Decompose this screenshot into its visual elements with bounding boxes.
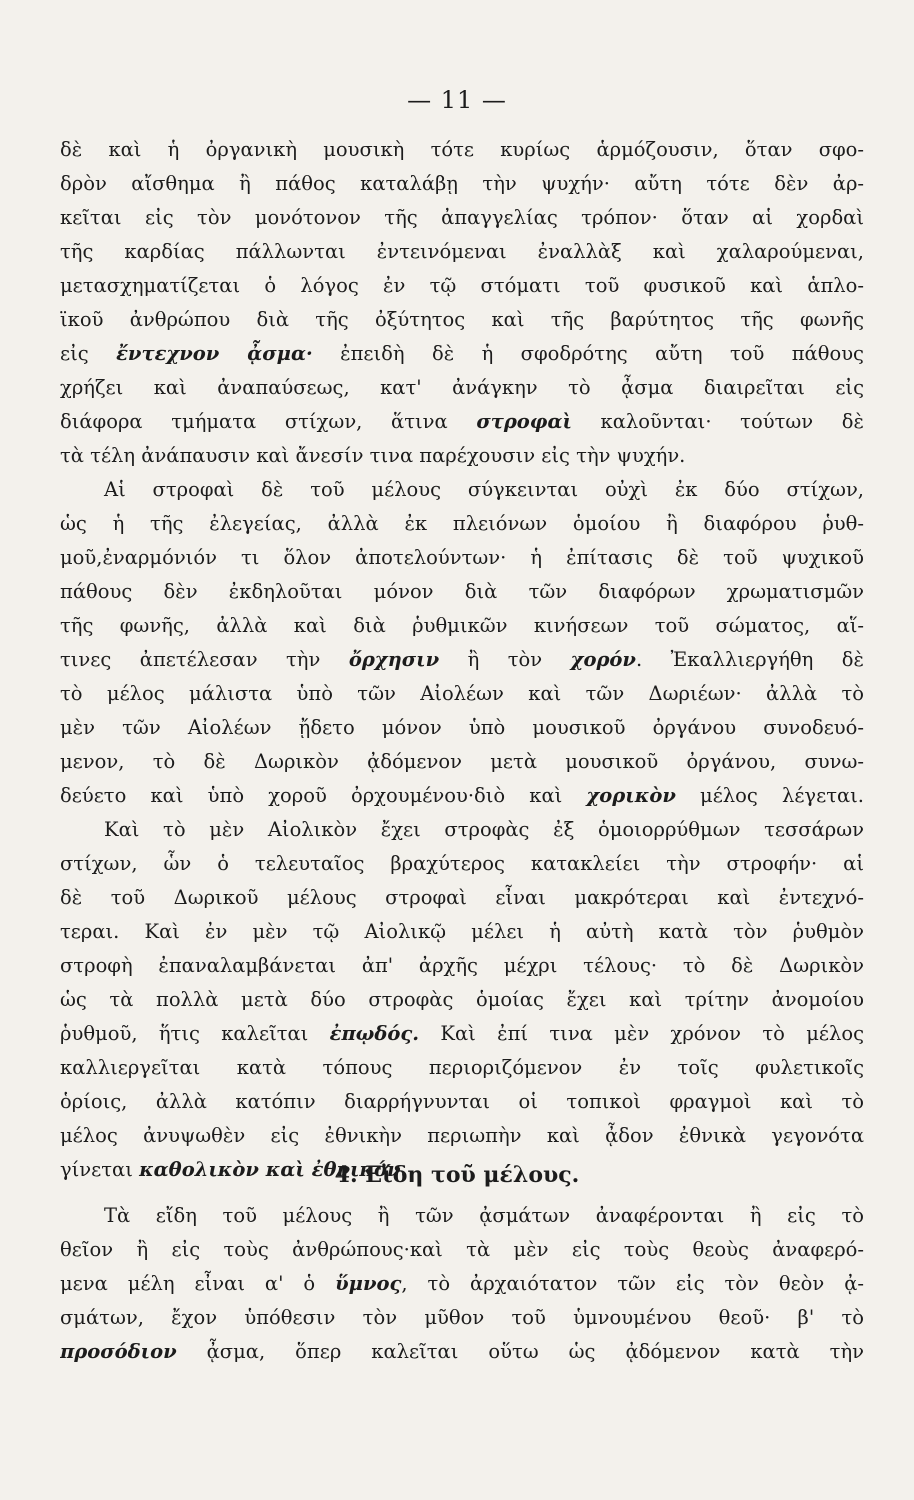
text-line	[60, 405, 864, 439]
text-run: στίχων, ὧν ὁ τελευταῖος βραχύτερος κατακλείει τὴν στροφήν· αἱ	[60, 852, 864, 875]
text-run: Καὶ ἐπί τινα μὲν χρόνον τὸ μέλος	[419, 1022, 864, 1045]
text-line	[60, 201, 864, 235]
text-line	[60, 1199, 864, 1233]
text-line	[60, 983, 864, 1017]
text-run: τινες ἀπετέλεσαν τὴν	[60, 648, 349, 671]
text-run: τῆς καρδίας πάλλωνται ἐντεινόμεναι ἐναλλὰξ καὶ χαλαρούμεναι,	[60, 240, 864, 263]
text-line	[60, 813, 864, 847]
text-run: εἰς	[60, 342, 117, 365]
text-run: σμάτων, ἔχον ὑπόθεσιν τὸν μῦθον τοῦ ὑμνουμένου θεοῦ· β' τὸ	[60, 1306, 864, 1329]
text-run: τὰ τέλη ἀνάπαυσιν καὶ ἄνεσίν τινα παρέχουσιν εἰς τὴν ψυχήν.	[60, 444, 686, 467]
text-run: ὁρίοις, ἀλλὰ κατόπιν διαρρήγνυνται οἱ τοπικοὶ φραγμοὶ καὶ τὸ	[60, 1090, 864, 1113]
text-line	[60, 779, 864, 813]
text-run: δεύετο καὶ ὑπὸ χοροῦ ὀρχουμένου·διὸ καὶ	[60, 784, 587, 807]
text-run: μὲν τῶν Αἰολέων ᾔδετο μόνον ὑπὸ μουσικοῦ ὀργάνου συνοδευό-	[60, 716, 864, 739]
emphasized-term: ὕμνος	[335, 1272, 402, 1295]
text-line	[60, 541, 864, 575]
text-line	[60, 915, 864, 949]
text-line	[60, 303, 864, 337]
text-run: μέλος λέγεται.	[675, 784, 864, 807]
text-line	[60, 337, 864, 371]
section-heading: 4. Εἴδη τοῦ μέλους.	[334, 1162, 580, 1188]
text-line	[60, 847, 864, 881]
text-run: ῥυθμοῦ, ἥτις καλεῖται	[60, 1022, 330, 1045]
text-run: ὡς τὰ πολλὰ μετὰ δύο στροφὰς ὁμοίας ἔχει καὶ τρίτην ἀνομοίου	[60, 988, 864, 1011]
emphasized-term: ἔντεχνον ᾆσμα·	[116, 342, 313, 365]
text-line	[60, 371, 864, 405]
text-line	[60, 473, 864, 507]
text-line	[60, 677, 864, 711]
text-run: ὡς ἡ τῆς ἐλεγείας, ἀλλὰ ἐκ πλειόνων ὁμοίου ἢ διαφόρου ῥυθ-	[60, 512, 864, 535]
text-run: δρὸν αἴσθημα ἢ πάθος καταλάβῃ τὴν ψυχήν· αὔτη τότε δὲν ἀρ-	[60, 172, 864, 195]
text-run: καλοῦνται· τούτων δὲ	[571, 410, 864, 433]
text-run: στροφὴ ἐπαναλαμβάνεται ἀπ' ἀρχῆς μέχρι τέλους· τὸ δὲ Δωρικὸν	[60, 954, 864, 977]
text-line	[60, 745, 864, 779]
emphasized-term: χορικὸν	[586, 784, 676, 807]
text-line	[60, 609, 864, 643]
text-run: , τὸ ἀρχαιότατον τῶν εἰς τὸν θεὸν ᾀ-	[401, 1272, 864, 1295]
text-run: Τὰ εἴδη τοῦ μέλους ἢ τῶν ᾀσμάτων ἀναφέρονται ἢ εἰς τὸ	[104, 1204, 864, 1227]
text-line	[60, 643, 864, 677]
emphasized-term: ἐπῳδός.	[329, 1022, 420, 1045]
text-line	[60, 1119, 864, 1153]
text-line	[60, 439, 864, 473]
text-run: θεῖον ἢ εἰς τοὺς ἀνθρώπους·καὶ τὰ μὲν εἰς τοὺς θεοὺς ἀναφερό-	[60, 1238, 864, 1261]
text-line	[60, 1051, 864, 1085]
emphasized-term: προσόδιον	[60, 1340, 177, 1363]
text-line	[60, 575, 864, 609]
text-line	[60, 1085, 864, 1119]
emphasized-term: χορόν	[570, 648, 636, 671]
page-number: — 11 —	[407, 86, 507, 114]
text-line	[60, 1017, 864, 1051]
text-run: δὲ τοῦ Δωρικοῦ μέλους στροφαὶ εἶναι μακρότεραι καὶ ἐντεχνό-	[60, 886, 864, 909]
text-run: μενα μέλη εἶναι α' ὁ	[60, 1272, 336, 1295]
text-line	[60, 1233, 864, 1267]
text-run: καλλιεργεῖται κατὰ τόπους περιοριζόμενον ἐν τοῖς φυλετικοῖς	[60, 1056, 864, 1079]
text-line	[60, 269, 864, 303]
text-run: ἢ τὸν	[439, 648, 571, 671]
emphasized-term: καθολικὸν καὶ ἐθνικόν.	[139, 1158, 408, 1181]
text-line	[60, 133, 864, 167]
text-run: ᾆσμα, ὅπερ καλεῖται οὕτω ὡς ᾀδόμενον κατὰ τὴν	[176, 1340, 864, 1363]
emphasized-term: ὄρχησιν	[348, 648, 440, 671]
text-run: τῆς φωνῆς, ἀλλὰ καὶ διὰ ῥυθμικῶν κινήσεων τοῦ σώματος, αἵ-	[60, 614, 864, 637]
text-line	[60, 167, 864, 201]
text-line	[60, 881, 864, 915]
text-run: τὸ μέλος μάλιστα ὑπὸ τῶν Αἰολέων καὶ τῶν Δωριέων· ἀλλὰ τὸ	[60, 682, 864, 705]
text-run: μοῦ,ἐναρμόνιόν τι ὅλον ἀποτελούντων· ἡ ἐπίτασις δὲ τοῦ ψυχικοῦ	[60, 546, 864, 569]
text-line	[60, 1267, 864, 1301]
text-run: χρήζει καὶ ἀναπαύσεως, κατ' ἀνάγκην τὸ ᾆσμα διαιρεῖται εἰς	[60, 376, 864, 399]
text-run: πάθους δὲν ἐκδηλοῦται μόνον διὰ τῶν διαφόρων χρωματισμῶν	[60, 580, 864, 603]
text-run: μενον, τὸ δὲ Δωρικὸν ᾀδόμενον μετὰ μουσικοῦ ὀργάνου, συνω-	[60, 750, 864, 773]
text-run: Καὶ τὸ μὲν Αἰολικὸν ἔχει στροφὰς ἐξ ὁμοιορρύθμων τεσσάρων	[104, 818, 864, 841]
emphasized-term: στροφαὶ	[476, 410, 572, 433]
text-run: ἐπειδὴ δὲ ἡ σφοδρότης αὔτη τοῦ πάθους	[312, 342, 864, 365]
text-line	[60, 1335, 864, 1369]
text-line	[60, 949, 864, 983]
text-run: . Ἐκαλλιεργήθη δὲ	[635, 648, 864, 671]
text-line	[60, 235, 864, 269]
text-line	[60, 711, 864, 745]
text-run: μετασχηματίζεται ὁ λόγος ἐν τῷ στόματι τοῦ φυσικοῦ καὶ ἁπλο-	[60, 274, 864, 297]
text-run: δὲ καὶ ἡ ὀργανικὴ μουσικὴ τότε κυρίως ἁρμόζουσιν, ὅταν σφο-	[60, 138, 864, 161]
text-run: τεραι. Καὶ ἐν μὲν τῷ Αἰολικῷ μέλει ἡ αὐτὴ κατὰ τὸν ῥυθμὸν	[60, 920, 864, 943]
text-run: κεῖται εἰς τὸν μονότονον τῆς ἀπαγγελίας τρόπον· ὅταν αἱ χορδαὶ	[60, 206, 864, 229]
text-run: Αἱ στροφαὶ δὲ τοῦ μέλους σύγκεινται οὐχὶ ἐκ δύο στίχων,	[104, 478, 864, 501]
text-line	[60, 1301, 864, 1335]
text-run: διάφορα τμήματα στίχων, ἅτινα	[60, 410, 477, 433]
text-run: μέλος ἀνυψωθὲν εἰς ἐθνικὴν περιωπὴν καὶ ᾆδον ἐθνικὰ γεγονότα	[60, 1124, 864, 1147]
text-line	[60, 507, 864, 541]
text-run: γίνεται	[60, 1158, 140, 1181]
text-run: ϊκοῦ ἀνθρώπου διὰ τῆς ὀξύτητος καὶ τῆς βαρύτητος τῆς φωνῆς	[60, 308, 864, 331]
